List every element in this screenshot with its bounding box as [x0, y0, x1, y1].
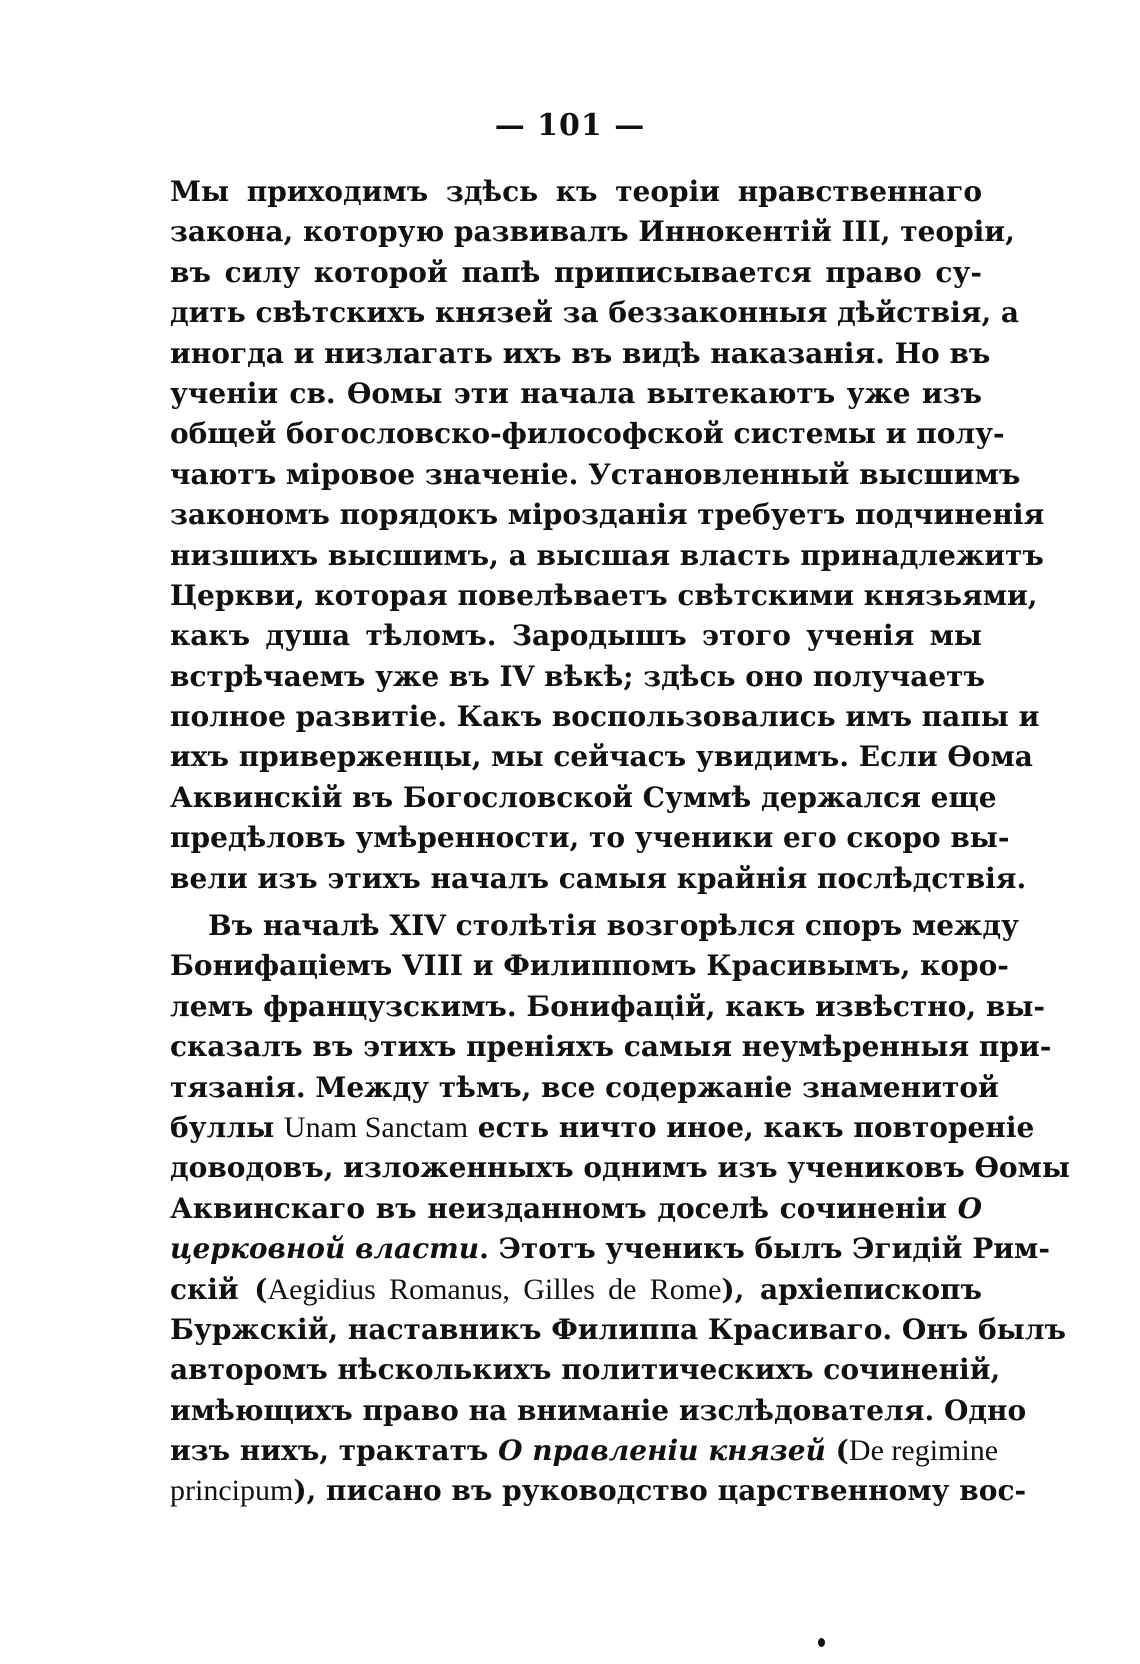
paragraph-1 [170, 172, 1045, 899]
text-segment: скій ( [170, 1272, 268, 1306]
text-line [170, 1431, 999, 1471]
text-line: авторомъ нѣсколькихъ политическихъ сочиненій, [170, 1353, 1001, 1387]
text-line: Буржскій, наставникъ Филиппа Красиваго. Онъ былъ [170, 1312, 1066, 1346]
text-segment: ), писано въ руководство царственному вос- [293, 1474, 1027, 1508]
text-line: закона, которую развивалъ Иннокентій III, теоріи, [170, 215, 1015, 249]
text-line: Аквинскій въ Богословской Суммѣ держался еще [170, 780, 997, 814]
text-line: лемъ французскимъ. Бонифацій, какъ извѣстно, вы- [170, 989, 1046, 1023]
text-line: имѣющихъ право на вниманіе изслѣдователя. Одно [170, 1393, 1027, 1427]
text-line: низшихъ высшимъ, а высшая власть принадлежитъ [170, 538, 1044, 572]
text-segment: ), архіепископъ [721, 1272, 982, 1306]
ink-speck [818, 1638, 825, 1647]
text-line: Церкви, которая повелѣваетъ свѣтскими князьями, [170, 578, 1038, 612]
text-line: Въ началѣ XIV столѣтія возгорѣлся споръ между [208, 909, 1019, 942]
italic-title: церковной власти [170, 1232, 480, 1266]
text-line [170, 1189, 982, 1229]
latin-name: Aegidius Romanus, Gilles de Rome [267, 1272, 722, 1306]
text-segment: Аквинскаго въ неизданномъ доселѣ сочиненіи [170, 1191, 958, 1225]
text-segment: ( [825, 1434, 849, 1468]
text-line [170, 1229, 1050, 1269]
italic-title: О [957, 1191, 982, 1225]
text-line: встрѣчаемъ уже въ IV вѣкѣ; здѣсь оно получаетъ [170, 659, 985, 693]
latin-title: principum [170, 1474, 294, 1508]
text-line: общей богословско-философской системы и полу- [170, 417, 1005, 451]
text-line: какъ душа тѣломъ. Зародышъ этого ученія мы [170, 619, 982, 653]
text-line: ихъ приверженцы, мы сейчасъ увидимъ. Если Ѳома [170, 740, 1033, 774]
page-number: — 101 — [494, 108, 646, 143]
text-line: доводовъ, изложенныхъ однимъ изъ учениковъ Ѳомы [170, 1151, 1070, 1185]
italic-title: О правленіи князей [498, 1434, 826, 1468]
text-segment: есть ничто иное, какъ повтореніе [468, 1110, 1035, 1144]
text-segment: . Этотъ ученикъ былъ Эгидій Рим- [479, 1232, 1050, 1266]
text-line: Бонифаціемъ VIII и Филиппомъ Красивымъ, коро- [170, 949, 1009, 983]
text-line: тязанія. Между тѣмъ, все содержаніе знаменитой [170, 1070, 999, 1104]
text-line: дить свѣтскихъ князей за беззаконныя дѣйствія, а [170, 296, 1020, 330]
text-line [170, 1108, 1035, 1148]
paragraph-2 [170, 906, 1070, 1512]
text-segment: буллы [170, 1110, 284, 1144]
text-line: полное развитіе. Какъ воспользовались имъ папы и [170, 700, 1040, 734]
text-line [170, 1471, 1027, 1511]
text-line: сказалъ въ этихъ преніяхъ самыя неумѣренныя при- [170, 1030, 1052, 1064]
latin-title: De regimine [848, 1434, 999, 1468]
latin-title: Unam Sanctam [283, 1110, 469, 1144]
text-line: закономъ порядокъ мірозданія требуетъ подчиненія [170, 498, 1045, 532]
text-line: иногда и низлагать ихъ въ видѣ наказанія. Но въ [170, 336, 991, 370]
text-line: вели изъ этихъ началъ самыя крайнія послѣдствія. [170, 861, 1027, 895]
text-line [170, 1270, 982, 1310]
text-line: Мы приходимъ здѣсь къ теоріи нравственнаго [170, 175, 982, 208]
text-line: предѣловъ умѣренности, то ученики его скоро вы- [170, 821, 1010, 855]
text-segment: изъ нихъ, трактатъ [170, 1434, 499, 1468]
text-line: чаютъ міровое значеніе. Установленный высшимъ [170, 457, 1021, 491]
text-line: ученіи св. Ѳомы эти начала вытекаютъ уже изъ [170, 376, 982, 410]
text-line: въ силу которой папѣ приписывается право су- [170, 255, 982, 289]
